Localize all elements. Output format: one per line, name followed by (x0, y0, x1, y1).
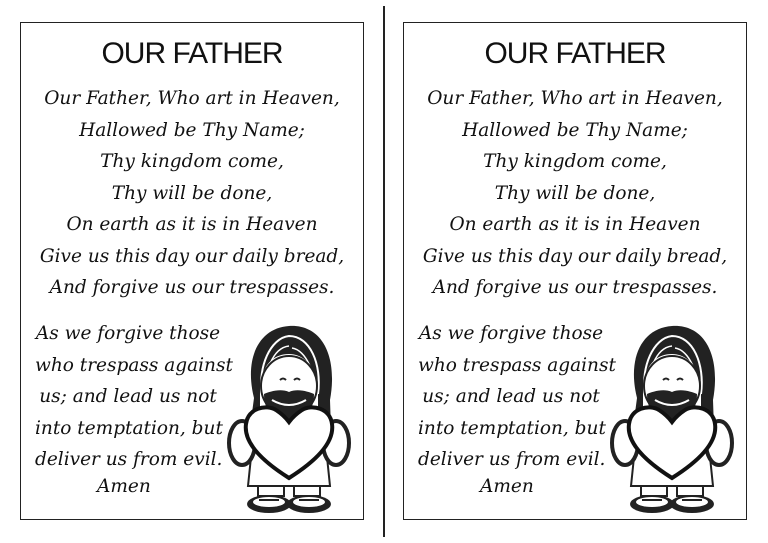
prayer-line: Our Father, Who art in Heaven, (44, 88, 340, 109)
cut-line-divider (383, 6, 385, 537)
prayer-line: And forgive us our trespasses. (432, 277, 718, 298)
jesus-holding-heart-icon (597, 308, 747, 518)
prayer-line: us; and lead us not (422, 386, 600, 407)
prayer-line: Thy will be done, (111, 182, 273, 204)
prayer-stanza (404, 83, 746, 304)
prayer-lower-stanza (35, 318, 233, 476)
prayer-line: And forgive us our trespasses. (49, 277, 335, 298)
prayer-stanza (21, 83, 363, 304)
prayer-line: Our Father, Who art in Heaven, (427, 88, 723, 109)
prayer-line: who trespass against (35, 354, 233, 376)
prayer-line: Thy will be done, (494, 182, 656, 204)
card-title: OUR FATHER (484, 37, 666, 70)
prayer-card-left (20, 22, 364, 520)
prayer-line: Give us this day our daily bread, (422, 245, 728, 267)
prayer-line: On earth as it is in Heaven (449, 214, 701, 235)
prayer-line: Thy kingdom come, (100, 151, 284, 172)
prayer-line: deliver us from evil. (418, 449, 606, 470)
amen-text: Amen (480, 476, 534, 497)
card-title: OUR FATHER (101, 37, 283, 70)
prayer-line: who trespass against (418, 354, 616, 376)
prayer-line: into temptation, but (418, 417, 606, 439)
prayer-line: On earth as it is in Heaven (66, 214, 318, 235)
prayer-card-right (403, 22, 747, 520)
prayer-line: As we forgive those (35, 323, 221, 344)
prayer-lower-stanza (418, 318, 616, 476)
prayer-line: Hallowed be Thy Name; (79, 119, 305, 141)
prayer-line: As we forgive those (418, 323, 604, 344)
amen-text: Amen (97, 476, 151, 497)
jesus-holding-heart-icon (214, 308, 364, 518)
prayer-line: Hallowed be Thy Name; (462, 119, 688, 141)
prayer-line: Thy kingdom come, (483, 151, 667, 172)
prayer-line: Give us this day our daily bread, (39, 245, 345, 267)
prayer-line: into temptation, but (35, 417, 223, 439)
prayer-line: deliver us from evil. (35, 449, 223, 470)
prayer-line: us; and lead us not (39, 386, 217, 407)
